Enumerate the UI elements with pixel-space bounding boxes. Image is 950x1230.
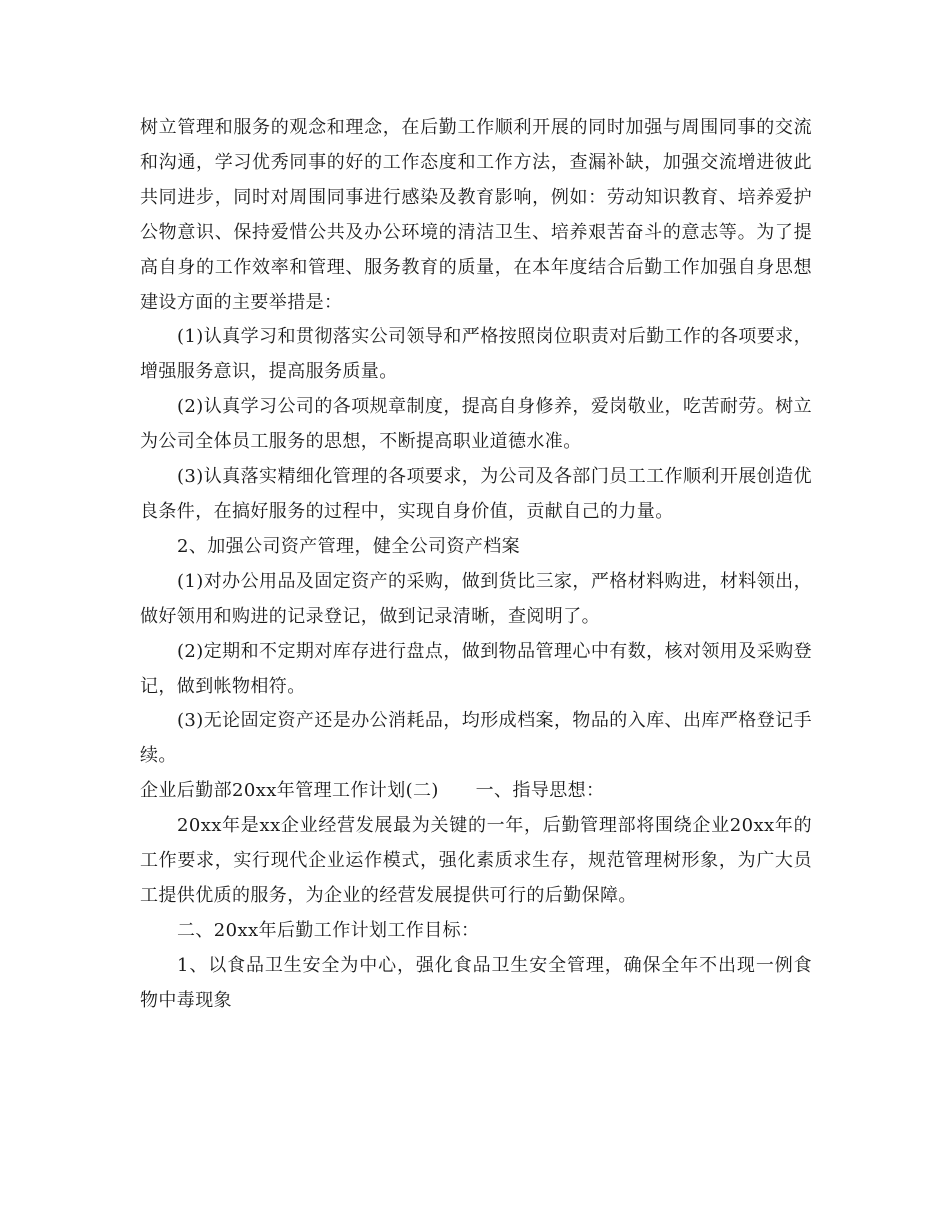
paragraph-intro: 树立管理和服务的观念和理念，在后勤工作顺利开展的同时加强与周围同事的交流和沟通，学习优秀同事的好的工作态度和工作方法，查漏补缺，加强交流增进彼此共同进步，同时对周围同事进行感染及教育影响，例如：劳动知识教育、培养爱护公物意识、保持爱惜公共及办公环境的清洁卫生、培养艰苦奋斗的意志等。为了提高自身的工作效率和管理、服务教育的质量，在本年度结合后勤工作加强自身思想建设方面的主要举措是：: [140, 117, 812, 313]
section-heading-asset-management: 2、加强公司资产管理，健全公司资产档案: [177, 535, 521, 557]
paragraph-item-1-2: (2)认真学习公司的各项规章制度，提高自身修养，爱岗敬业，吃苦耐劳。树立为公司全体员工服务的思想，不断提高职业道德水准。: [140, 396, 812, 453]
document-page: [140, 111, 812, 1019]
section-heading-work-goals: 二、20xx年后勤工作计划工作目标：: [177, 919, 480, 941]
paragraph-item-1-3: (3)认真落实精细化管理的各项要求，为公司及各部门员工工作顺利开展创造优良条件，在搞好服务的过程中，实现自身价值，贡献自己的力量。: [140, 466, 812, 522]
paragraph-item-1-1: (1)认真学习和贯彻落实公司领导和严格按照岗位职责对后勤工作的各项要求，增强服务意识，提高服务质量。: [140, 326, 812, 383]
paragraph-item-2-2: (2)定期和不定期对库存进行盘点，做到物品管理心中有数，核对领用及采购登记，做到帐物相符。: [140, 640, 812, 697]
paragraph-guiding-thought: 20xx年是xx企业经营发展最为关键的一年，后勤管理部将围绕企业20xx年的工作要求，实行现代企业运作模式，强化素质求生存，规范管理树形象，为广大员工提供优质的服务，为企业的经营发展提供可行的后勤保障。: [140, 815, 812, 906]
paragraph-goal-1: 1、以食品卫生安全为中心，强化食品卫生安全管理，确保全年不出现一例食物中毒现象: [140, 954, 812, 1011]
plan-title-and-guiding-thought: 企业后勤部20xx年管理工作计划(二) 一、指导思想：: [140, 780, 605, 802]
paragraph-item-2-1: (1)对办公用品及固定资产的采购，做到货比三家，严格材料购进，材料领出，做好领用和购进的记录登记，做到记录清晰，查阅明了。: [140, 570, 812, 627]
paragraph-item-2-3: (3)无论固定资产还是办公消耗品，均形成档案，物品的入库、出库严格登记手续。: [140, 710, 812, 767]
